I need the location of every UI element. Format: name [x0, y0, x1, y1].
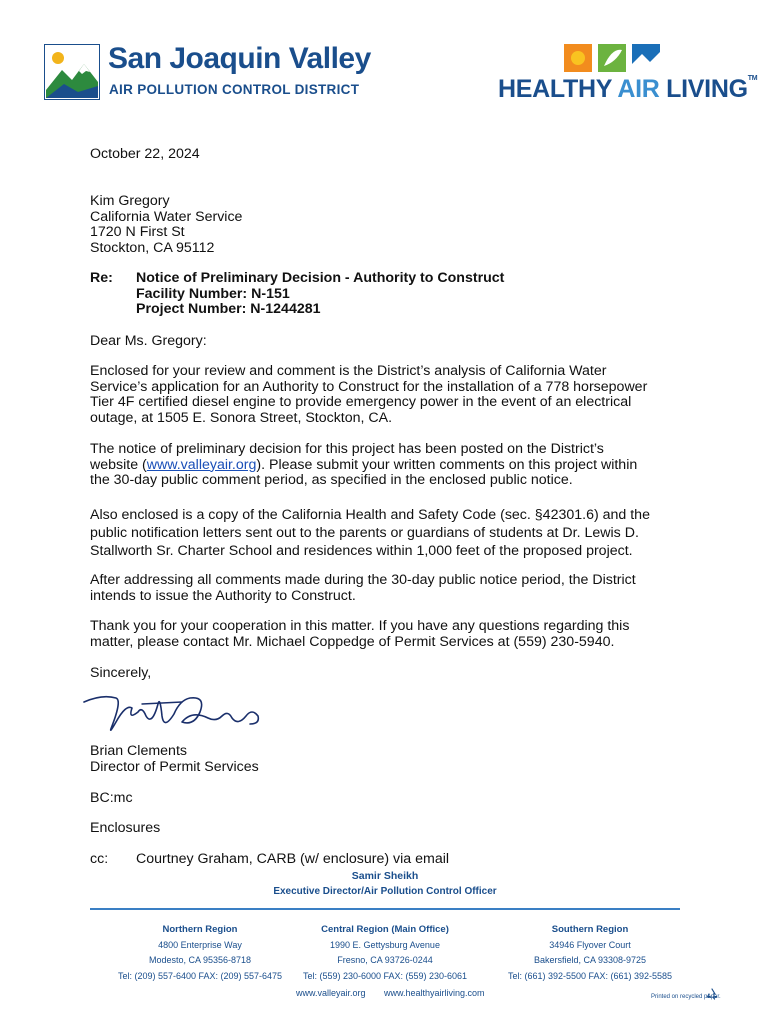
signature-block [90, 744, 690, 775]
region-name: Northern Region [162, 924, 238, 935]
footer-divider [90, 908, 680, 910]
reference-initials: BC:mc [90, 790, 133, 806]
paragraph-line: the 30-day public comment period, as specified in the enclosed public notice. [90, 472, 573, 489]
district-subtitle: AIR POLLUTION CONTROL DISTRICT [109, 82, 360, 97]
subject-facility-number: Facility Number: N-151 [136, 285, 290, 302]
region-name: Southern Region [551, 924, 629, 935]
southern-region-address [490, 922, 690, 984]
paragraph-line: Enclosed for your review and comment is the District’s analysis of California Water [90, 363, 607, 379]
cc-recipient: Courtney Graham, CARB (w/ enclosure) via email [136, 851, 450, 867]
subject-line: Notice of Preliminary Decision - Authority to Construct [136, 270, 505, 286]
signer-name: Brian Clements [90, 743, 187, 759]
valleyair-link[interactable]: www.valleyair.org [146, 456, 257, 473]
hal-word-living: LIVING [659, 75, 748, 103]
healthy-air-living-wordmark [498, 75, 757, 104]
subject-lines [136, 271, 504, 318]
paragraph-3 [90, 506, 690, 560]
recipient-company: California Water Service [90, 208, 243, 225]
valleyair-footer-link[interactable]: www.valleyair.org [296, 988, 366, 998]
healthyairliving-footer-link[interactable]: www.healthyairliving.com [384, 988, 485, 998]
paragraph-line: public notification letters sent out to the parents or guardians of students at Dr. Lewis D. [90, 525, 639, 541]
recipient-street: 1720 N First St [90, 224, 185, 241]
cc-label: cc: [90, 851, 109, 867]
paragraph-5 [90, 619, 690, 650]
region-phone: Tel: (209) 557-6400 FAX: (209) 557-6475 [117, 970, 283, 981]
paragraph-line: The notice of preliminary decision for this project has been posted on the District’s [90, 441, 604, 457]
enclosures-note: Enclosures [90, 820, 161, 836]
central-region-address [285, 922, 485, 984]
paragraph-2 [90, 442, 690, 489]
signer-title: Director of Permit Services [90, 758, 259, 775]
executive-director-title: Executive Director/Air Pollution Control Officer [273, 886, 497, 897]
closing: Sincerely, [90, 665, 152, 681]
region-phone: Tel: (559) 230-6000 FAX: (559) 230-6061 [302, 970, 468, 981]
letter-date: October 22, 2024 [90, 146, 200, 162]
paragraph-line: Stallworth Sr. Charter School and residences within 1,000 feet of the proposed project. [90, 543, 633, 559]
paragraph-line: Service’s application for an Authority to Construct for the installation of a 778 horsepower [90, 378, 648, 395]
hal-word-air: AIR [617, 75, 660, 103]
region-city: Bakersfield, CA 93308-9725 [533, 955, 647, 965]
signature-image [82, 686, 272, 746]
district-logo [44, 42, 371, 106]
paragraph-line: After addressing all comments made during the 30-day public notice period, the District [90, 572, 636, 588]
region-city: Modesto, CA 95356-8718 [148, 955, 252, 965]
hal-trademark: TM [747, 75, 758, 82]
paragraph-line: Also enclosed is a copy of the California Health and Safety Code (sec. §42301.6) and the [90, 507, 650, 523]
salutation: Dear Ms. Gregory: [90, 333, 207, 349]
paragraph-text: website ( [90, 456, 147, 473]
region-phone: Tel: (661) 392-5500 FAX: (661) 392-5585 [507, 970, 673, 981]
paragraph-4 [90, 573, 690, 604]
recipient-name: Kim Gregory [90, 193, 170, 209]
paragraph-1 [90, 364, 690, 426]
mountain-sun-logo-icon [44, 44, 100, 100]
paragraph-line: intends to issue the Authority to Construct. [90, 587, 356, 604]
region-name: Central Region (Main Office) [321, 924, 449, 935]
cc-block [90, 852, 690, 868]
paragraph-line: Thank you for your cooperation in this matter. If you have any questions regarding this [90, 618, 630, 634]
paragraph-text: ). Please submit your written comments on this project within [256, 456, 638, 473]
recycled-paper-note: Printed on recycled paper. [651, 994, 721, 1000]
healthy-air-living-logo [498, 44, 758, 104]
paragraph-line: matter, please contact Mr. Michael Coppedge of Permit Services at (559) 230-5940. [90, 633, 615, 650]
paragraph-line: Tier 4F certified diesel engine to provide emergency power in the event of an electrical [90, 394, 632, 411]
recycle-icon [706, 988, 718, 1000]
recipient-address [90, 194, 690, 256]
region-city: Fresno, CA 93726-0244 [337, 955, 433, 965]
district-name: San Joaquin Valley [108, 42, 371, 75]
re-label: Re: [90, 270, 113, 286]
subject-block [90, 271, 690, 319]
northern-region-address [100, 922, 300, 984]
hal-word-healthy: HEALTHY [498, 75, 618, 103]
paragraph-line [90, 458, 690, 474]
healthy-air-living-icons [564, 44, 660, 74]
subject-project-number: Project Number: N-1244281 [136, 301, 321, 318]
recipient-city: Stockton, CA 95112 [90, 239, 215, 256]
region-street: 34946 Flyover Court [549, 939, 631, 950]
region-street: 1990 E. Gettysburg Avenue [330, 939, 440, 950]
paragraph-line: outage, at 1505 E. Sonora Street, Stockton, CA. [90, 409, 393, 426]
region-street: 4800 Enterprise Way [158, 939, 242, 950]
executive-director-name: Samir Sheikh [351, 870, 419, 882]
